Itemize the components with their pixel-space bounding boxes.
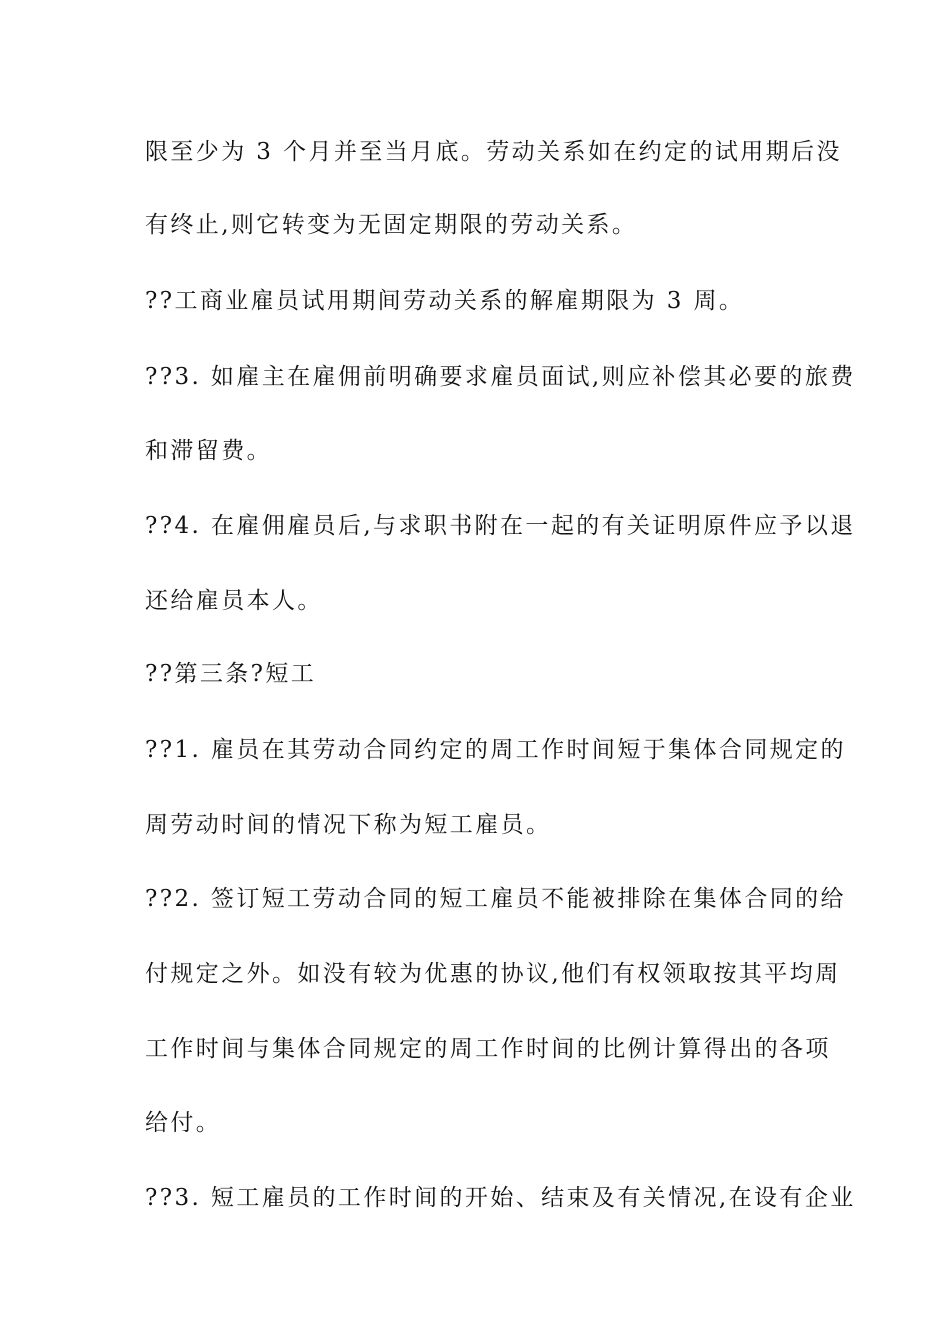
text-line: ??3. 如雇主在雇佣前明确要求雇员面试,则应补偿其必要的旅费 <box>145 364 856 390</box>
section-heading: ??第三条?短工 <box>145 661 317 687</box>
text-line: 限至少为 3 个月并至当月底。劳动关系如在约定的试用期后没 <box>145 139 842 165</box>
text-line: ??1. 雇员在其劳动合同约定的周工作时间短于集体合同规定的 <box>145 737 846 763</box>
text-line: ??4. 在雇佣雇员后,与求职书附在一起的有关证明原件应予以退 <box>145 513 856 539</box>
text-line: ??3. 短工雇员的工作时间的开始、结束及有关情况,在设有企业 <box>145 1185 856 1211</box>
text-line: 给付。 <box>145 1110 222 1136</box>
text-line: ??2. 签订短工劳动合同的短工雇员不能被排除在集体合同的给 <box>145 886 846 912</box>
text-line: 周劳动时间的情况下称为短工雇员。 <box>145 812 552 838</box>
text-line: 还给雇员本人。 <box>145 588 323 614</box>
text-line: 付规定之外。如没有较为优惠的协议,他们有权领取按其平均周 <box>145 961 841 987</box>
text-line: 和滞留费。 <box>145 438 272 464</box>
text-line: 工作时间与集体合同规定的周工作时间的比例计算得出的各项 <box>145 1036 831 1062</box>
text-line: 有终止,则它转变为无固定期限的劳动关系。 <box>145 212 638 238</box>
text-line: ??工商业雇员试用期间劳动关系的解雇期限为 3 周。 <box>145 288 745 314</box>
